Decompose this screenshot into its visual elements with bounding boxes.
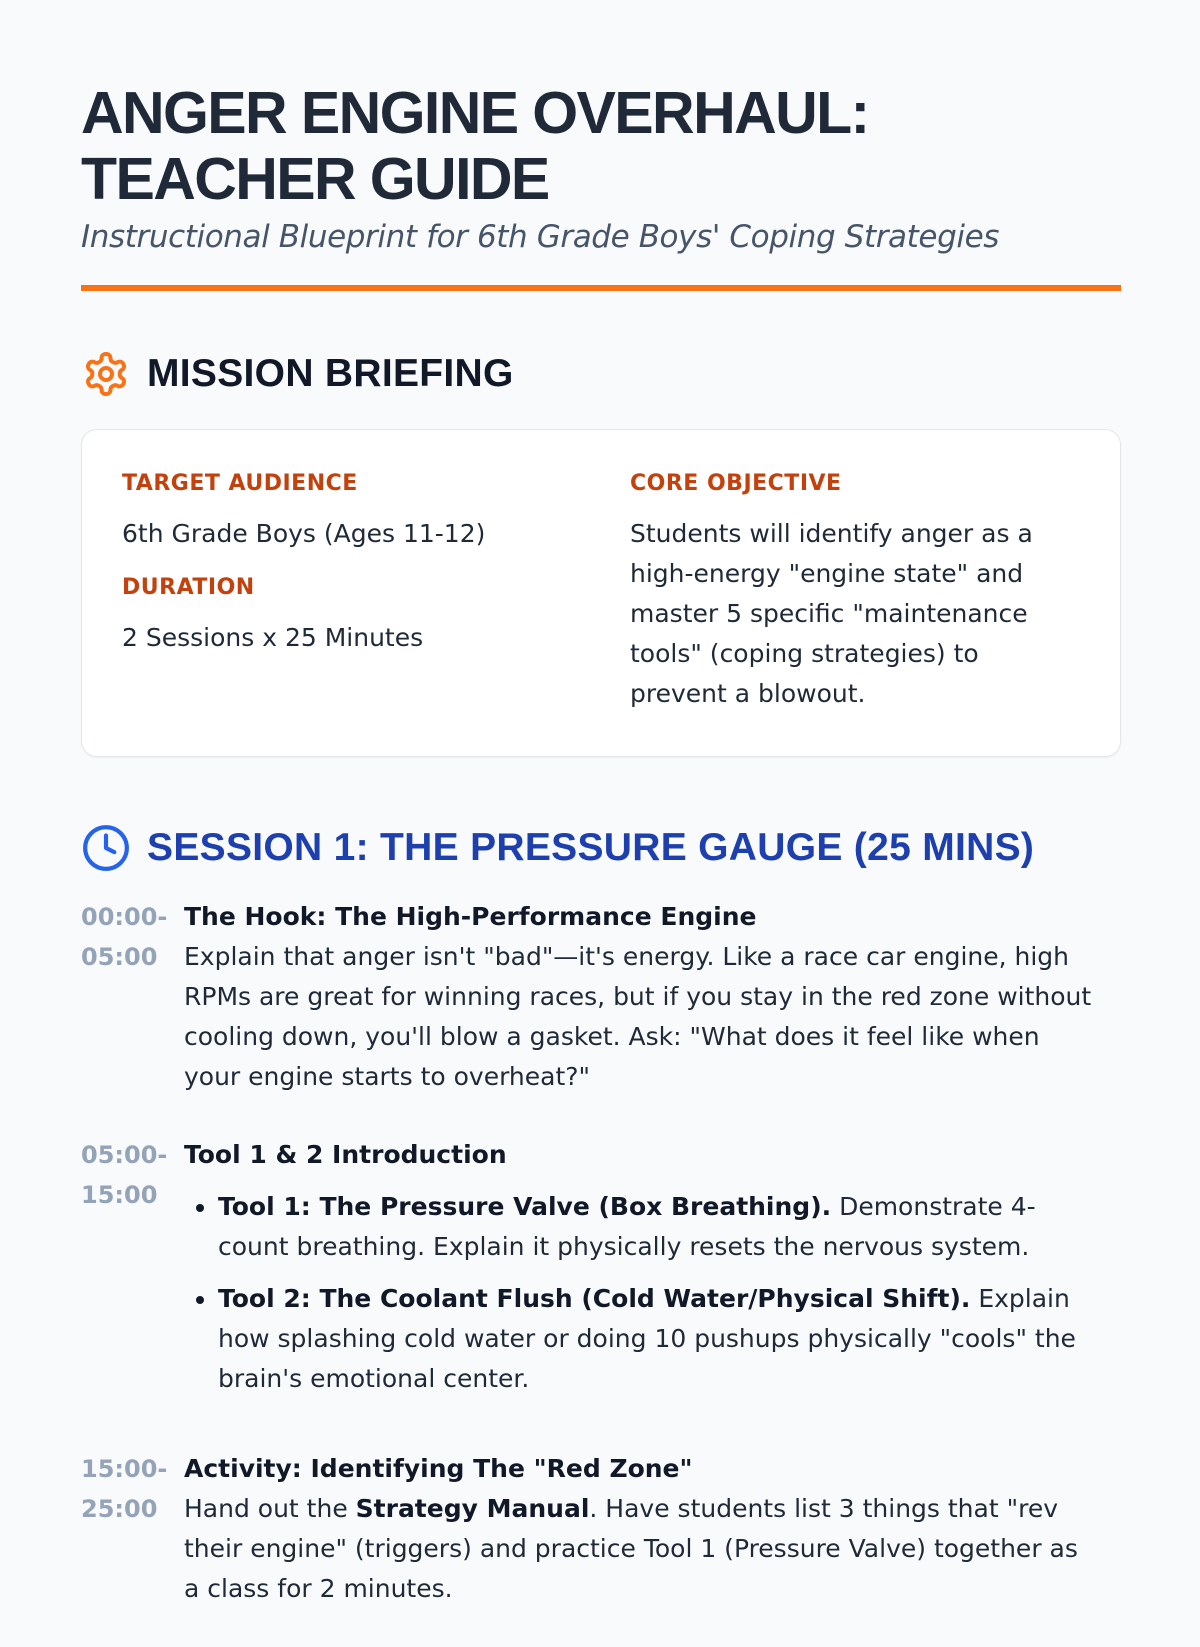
strategy-manual-text: Strategy Manual bbox=[355, 1494, 590, 1523]
target-audience-value: 6th Grade Boys (Ages 11-12) bbox=[122, 519, 486, 548]
core-objective-label: CORE OBJECTIVE bbox=[630, 471, 842, 496]
gear-icon bbox=[81, 349, 131, 399]
timeline-item bbox=[81, 1449, 1121, 1609]
tool-1-description: Demonstrate 4-count breathing. Explain it physically resets the nervous system. bbox=[218, 1192, 1036, 1261]
timeline-body bbox=[184, 897, 1099, 1097]
mission-briefing-title: MISSION BRIEFING bbox=[147, 352, 514, 395]
duration-label: DURATION bbox=[122, 575, 255, 600]
timeline-item-text: Explain that anger isn't "bad"—it's energy. Like a race car engine, high RPMs are great for winning races, but if you stay in the red zone without cooling down, you'll blow a gasket. Ask: "What does it feel like when your engine starts to overheat?" bbox=[184, 942, 1092, 1091]
session-1-header bbox=[81, 823, 1121, 873]
timeline-item-title: The Hook: The High-Performance Engine bbox=[184, 902, 757, 931]
timeline-item-title: Activity: Identifying The "Red Zone" bbox=[184, 1454, 693, 1483]
title-divider bbox=[81, 285, 1121, 291]
session-1-timeline bbox=[81, 897, 1121, 1609]
teacher-guide-page bbox=[81, 80, 1121, 1647]
text-after: . Have students list 3 things that "rev their engine" (triggers) and practice Tool 1 (Pressure Valve) together as a class for 2 minutes. bbox=[184, 1494, 1078, 1603]
time-end: 05:00 bbox=[81, 943, 158, 971]
timeline-item bbox=[81, 1135, 1121, 1411]
timeline-body bbox=[184, 1135, 1099, 1411]
text-before: Hand out the bbox=[184, 1494, 356, 1523]
list-item bbox=[218, 1279, 1099, 1399]
time-start: 00:00- bbox=[81, 903, 168, 931]
list-item bbox=[218, 1187, 1099, 1267]
tool-list bbox=[184, 1187, 1099, 1399]
tool-2-description: Explain how splashing cold water or doing 10 pushups physically "cools" the brain's emotional center. bbox=[218, 1284, 1076, 1393]
mission-left-column bbox=[122, 470, 562, 716]
timeline-item-text bbox=[184, 1489, 1099, 1609]
time-start: 15:00- bbox=[81, 1455, 168, 1483]
duration-value: 2 Sessions x 25 Minutes bbox=[122, 623, 424, 652]
timeline-body bbox=[184, 1449, 1099, 1609]
timeline-time bbox=[81, 897, 184, 1097]
session-1-title: SESSION 1: THE PRESSURE GAUGE (25 MINS) bbox=[147, 826, 1035, 869]
timeline-time bbox=[81, 1135, 184, 1411]
page-title: ANGER ENGINE OVERHAUL: TEACHER GUIDE bbox=[81, 80, 869, 212]
clock-icon bbox=[81, 823, 131, 873]
timeline-item-title: Tool 1 & 2 Introduction bbox=[184, 1140, 507, 1169]
tool-1-name: Tool 1: The Pressure Valve (Box Breathing). bbox=[218, 1192, 832, 1221]
target-audience-label: TARGET AUDIENCE bbox=[122, 471, 358, 496]
timeline-item bbox=[81, 897, 1121, 1097]
page-subtitle: Instructional Blueprint for 6th Grade Boys' Coping Strategies bbox=[81, 219, 999, 255]
timeline-time bbox=[81, 1449, 184, 1609]
time-end: 25:00 bbox=[81, 1495, 158, 1523]
time-start: 05:00- bbox=[81, 1141, 168, 1169]
time-end: 15:00 bbox=[81, 1181, 158, 1209]
mission-briefing-header bbox=[81, 349, 1121, 399]
tool-2-name: Tool 2: The Coolant Flush (Cold Water/Physical Shift). bbox=[218, 1284, 971, 1313]
mission-briefing-card bbox=[81, 429, 1121, 757]
core-objective-value: Students will identify anger as a high-energy "engine state" and master 5 specific "maintenance tools" (coping strategies) to prevent a blowout. bbox=[630, 519, 1033, 708]
mission-right-column bbox=[630, 470, 1080, 716]
